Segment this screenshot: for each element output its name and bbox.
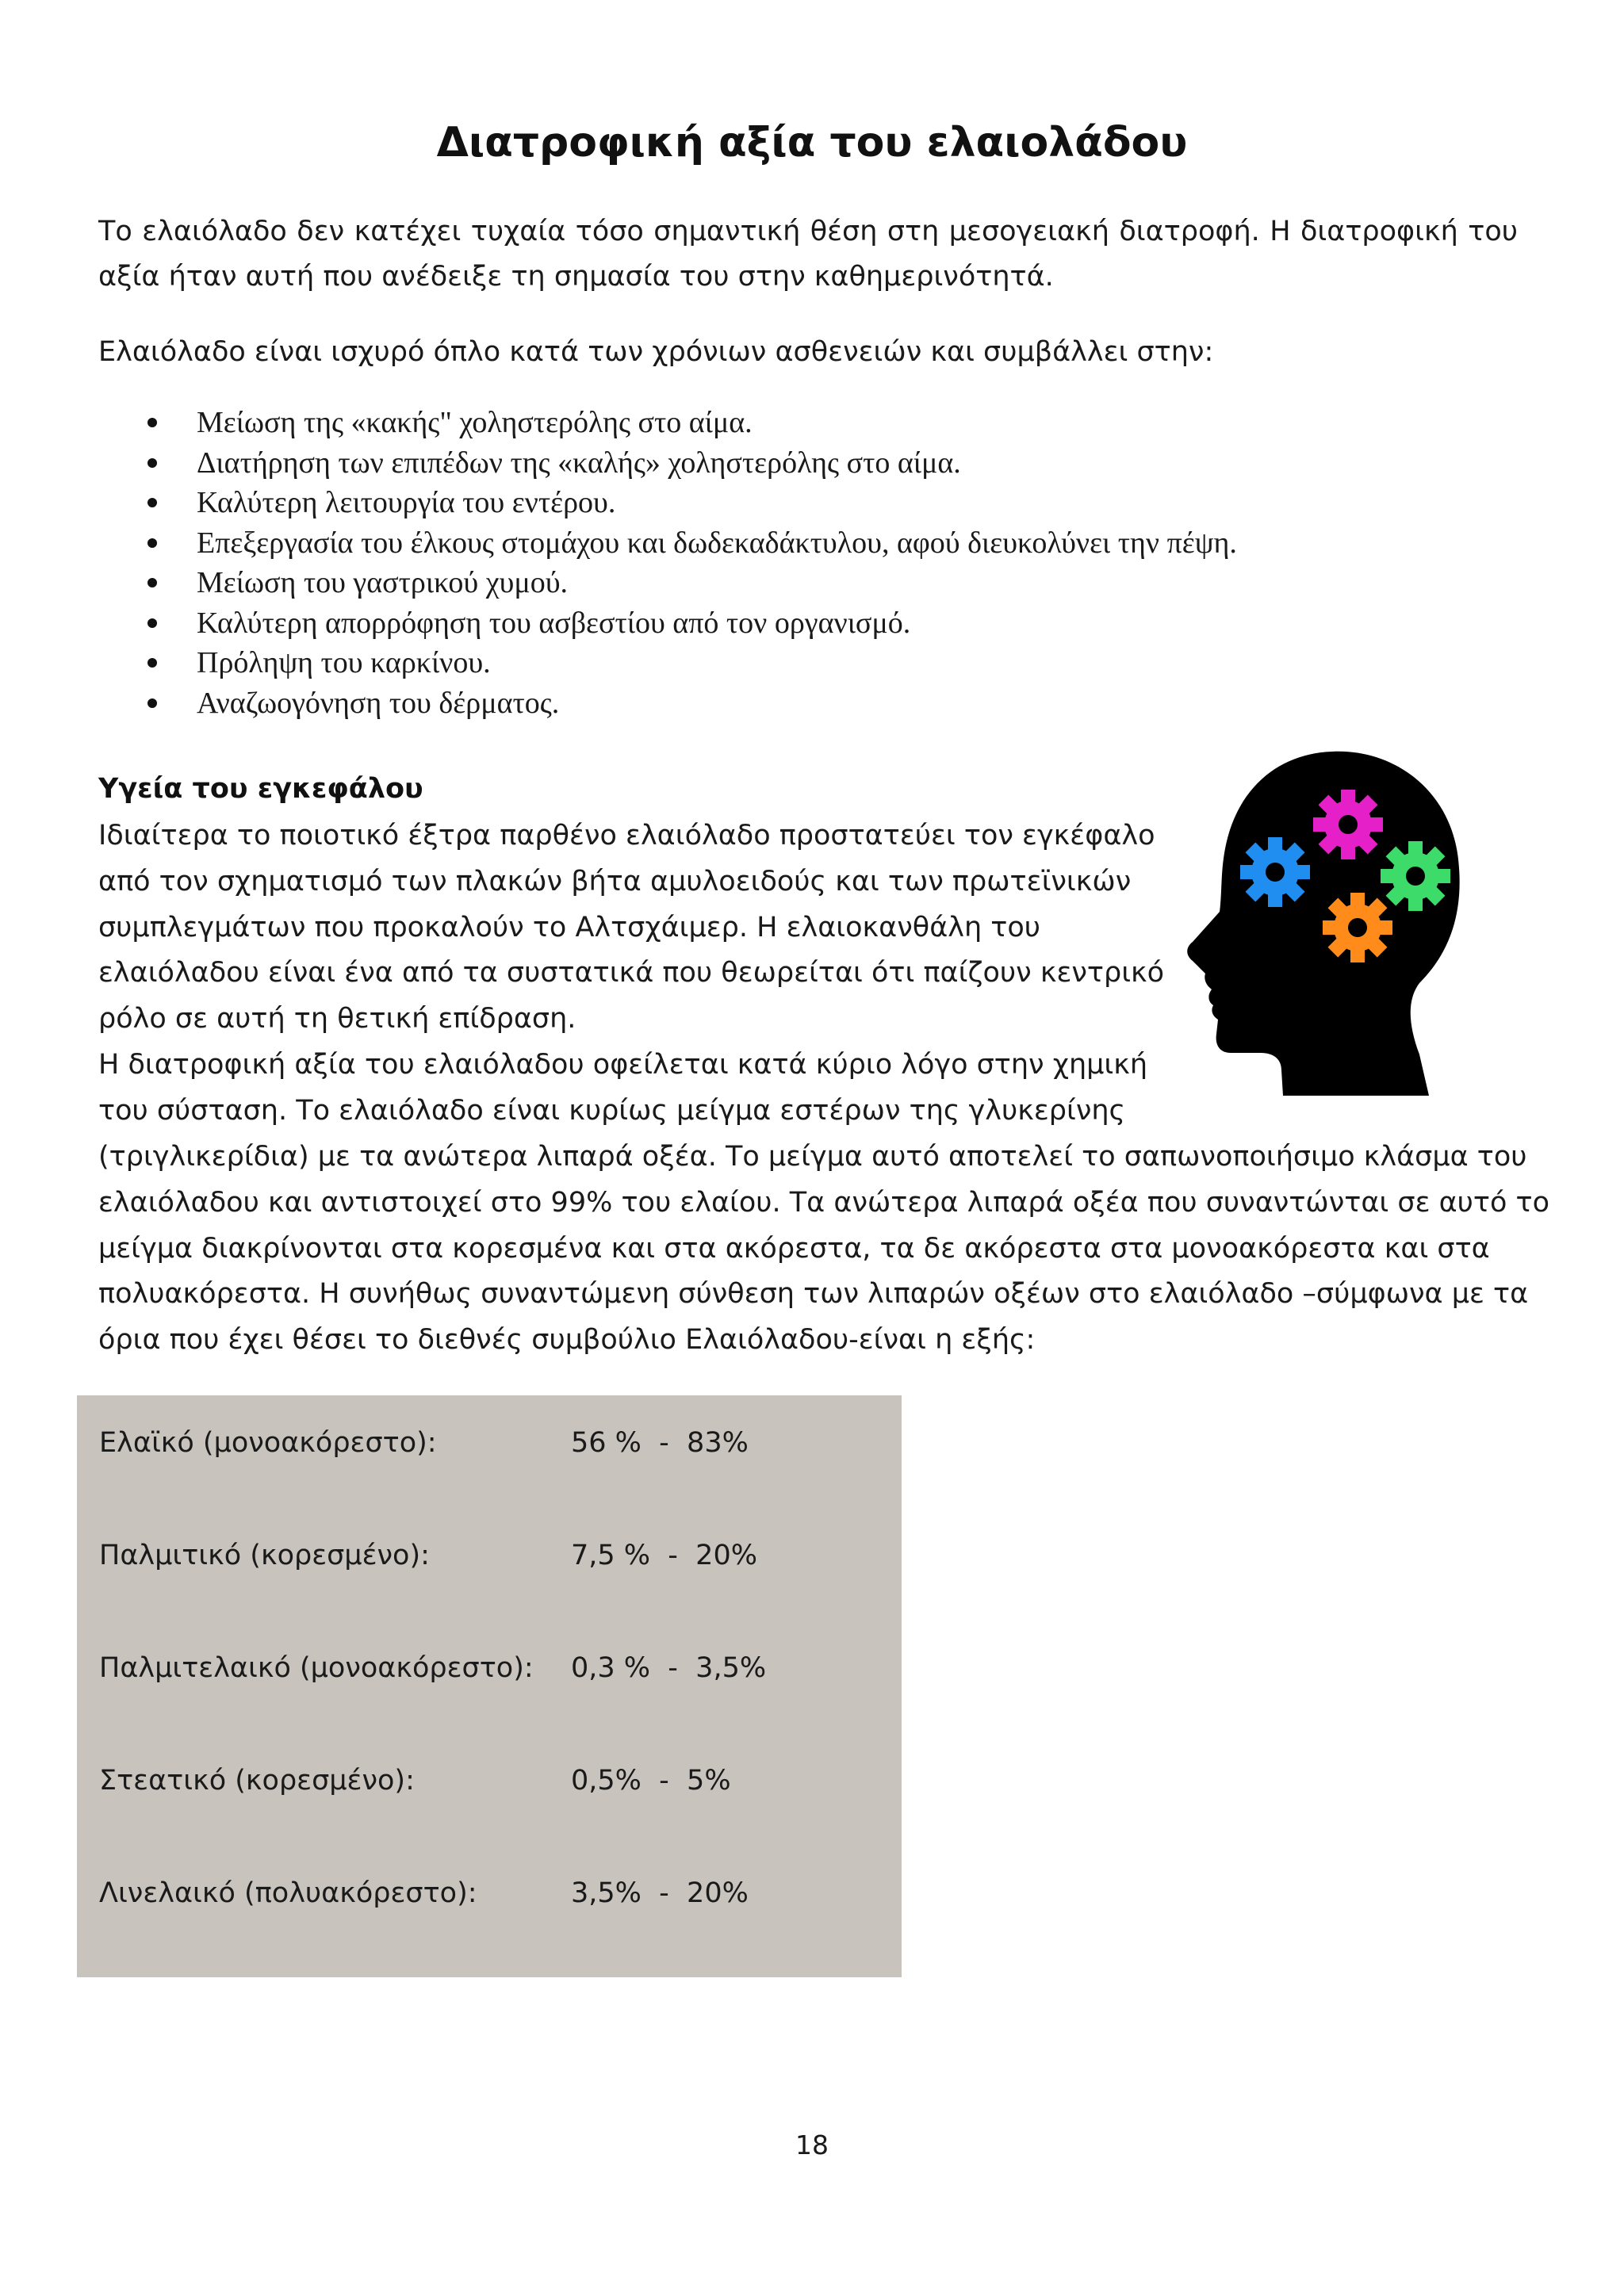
table-row — [99, 1540, 892, 1579]
page-title: Διατροφική αξία του ελαιολάδου — [436, 119, 1188, 166]
gear-pink-icon — [1313, 790, 1383, 859]
composition-paragraph — [98, 1135, 1550, 1364]
list-item: Καλύτερη απορρόφηση του ασβεστίου από τον οργανισμό. — [147, 603, 1237, 644]
text-line: πολυακόρεστα. Η συνήθως συναντώμενη σύνθεση των λιπαρών οξέων στο ελαιόλαδο –σύμφωνα με τα — [98, 1278, 1529, 1311]
table-row — [99, 1877, 892, 1917]
bullet-icon — [147, 418, 157, 427]
text-line: από τον σχηματισμό των πλακών βήτα αμυλοειδούς και των πρωτεϊνικών — [98, 865, 1132, 897]
text-line: Η διατροφική αξία του ελαιόλαδου οφείλεται κατά κύριο λόγο στην χημική — [98, 1048, 1148, 1081]
benefits-list — [147, 403, 1237, 723]
acid-range: 7,5 % - 20% — [571, 1540, 757, 1571]
text-line: ελαιόλαδου και αντιστοιχεί στο 99% του ελαίου. Τα ανώτερα λιπαρά οξέα που συναντώνται σε αυτό το — [98, 1186, 1550, 1219]
acid-name: Στεατικό (κορεσμένο): — [99, 1765, 415, 1797]
list-item: Διατήρηση των επιπέδων της «καλής» χοληστερόλης στο αίμα. — [147, 443, 1237, 484]
gear-green-icon — [1381, 841, 1450, 911]
acid-range: 56 % - 83% — [571, 1427, 749, 1459]
list-item: Πρόληψη του καρκίνου. — [147, 643, 1237, 683]
table-row — [99, 1427, 892, 1467]
head-with-gears-icon — [1182, 737, 1467, 1102]
bullet-icon — [147, 498, 157, 507]
table-row — [99, 1765, 892, 1804]
text-line: ελαιόλαδου είναι ένα από τα συστατικά που θεωρείται ότι παίζουν κεντρικό — [98, 957, 1165, 989]
list-item: Αναζωογόνηση του δέρματος. — [147, 683, 1237, 724]
list-item: Μείωση του γαστρικού χυμού. — [147, 563, 1237, 603]
gear-blue-icon — [1240, 837, 1310, 907]
gear-orange-icon — [1323, 893, 1392, 962]
text-line: συμπλεγμάτων που προκαλούν το Αλτσχάιμερ. Η ελαιοκανθάλη του — [98, 911, 1041, 943]
benefits-intro: Ελαιόλαδο είναι ισχυρό όπλο κατά των χρόνιων ασθενειών και συμβάλλει στην: — [98, 336, 1214, 368]
acid-name: Ελαϊκό (μονοακόρεστο): — [99, 1427, 437, 1459]
acid-name: Παλμιτελαικό (μονοακόρεστο): — [99, 1652, 534, 1684]
page-number: 18 — [795, 2130, 829, 2160]
list-item: Καλύτερη λειτουργία του εντέρου. — [147, 483, 1237, 523]
acid-range: 0,3 % - 3,5% — [571, 1652, 767, 1684]
text-line: μείγμα διακρίνονται στα κορεσμένα και στα ακόρεστα, τα δε ακόρεστα στα μονοακόρεστα και στα — [98, 1232, 1490, 1265]
list-item: Μείωση της «κακής" χοληστερόλης στο αίμα. — [147, 403, 1237, 443]
text-line: Ιδιαίτερα το ποιοτικό έξτρα παρθένο ελαιόλαδο προστατεύει τον εγκέφαλο — [98, 820, 1155, 851]
acid-name: Παλμιτικό (κορεσμένο): — [99, 1540, 430, 1571]
bullet-icon — [147, 618, 157, 628]
text-line: (τριγλικερίδια) με τα ανώτερα λιπαρά οξέα. Το μείγμα αυτό αποτελεί το σαπωνοποιήσιμο κλάσμα του — [98, 1141, 1527, 1173]
table-row — [99, 1652, 892, 1692]
section-heading-brain-health: Υγεία του εγκεφάλου — [98, 773, 423, 805]
bullet-icon — [147, 538, 157, 548]
acid-range: 0,5% - 5% — [571, 1765, 731, 1797]
intro-paragraph: Το ελαιόλαδο δεν κατέχει τυχαία τόσο σημαντική θέση στη μεσογειακή διατροφή. Η διατροφική του αξία ήταν αυτή που ανέδειξε τη σημασία του στην καθημερινότητά. — [98, 216, 1518, 293]
text-line: όρια που έχει θέσει το διεθνές συμβούλιο Ελαιόλαδου-είναι η εξής: — [98, 1324, 1036, 1357]
fatty-acids-table — [77, 1395, 902, 1977]
bullet-icon — [147, 698, 157, 708]
list-item: Επεξεργασία του έλκους στομάχου και δωδεκαδάκτυλου, αφού διευκολύνει την πέψη. — [147, 523, 1237, 564]
bullet-icon — [147, 658, 157, 668]
brain-paragraph — [98, 813, 1165, 1135]
text-line: ρόλο σε αυτή τη θετική επίδραση. — [98, 1003, 576, 1035]
text-line: του σύσταση. Το ελαιόλαδο είναι κυρίως μείγμα εστέρων της γλυκερίνης — [98, 1094, 1126, 1127]
bullet-icon — [147, 578, 157, 587]
acid-range: 3,5% - 20% — [571, 1877, 749, 1909]
bullet-icon — [147, 458, 157, 468]
acid-name: Λινελαικό (πολυακόρεστο): — [99, 1877, 477, 1909]
